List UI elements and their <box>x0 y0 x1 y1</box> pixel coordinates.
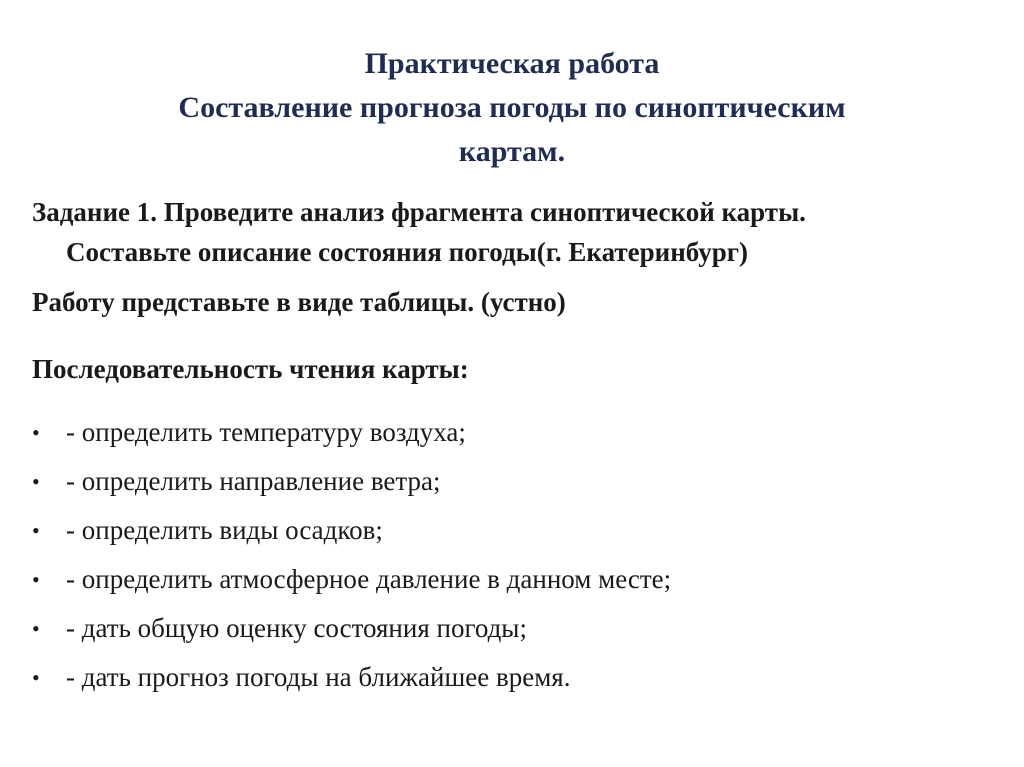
step-text: - дать общую оценку состояния погоды; <box>66 613 527 643</box>
task-line-1: Задание 1. Проведите анализ фрагмента синоптической карты. <box>32 197 806 227</box>
bullet-icon: • <box>32 616 40 641</box>
slide-title <box>40 42 984 174</box>
sequence-heading: Последовательность чтения карты: <box>32 354 469 384</box>
bullet-icon: • <box>32 469 40 494</box>
list-item <box>32 514 1002 547</box>
bullet-icon: • <box>32 665 40 690</box>
step-text: - определить виды осадков; <box>66 515 383 545</box>
steps-list <box>32 416 1002 694</box>
list-item <box>32 612 1002 645</box>
title-line-2: Составление прогноза погоды по синоптическим <box>178 91 846 124</box>
title-line-3: картам. <box>458 135 566 168</box>
title-line-1: Практическая работа <box>364 47 660 80</box>
bullet-icon: • <box>32 420 40 445</box>
list-item <box>32 563 1002 596</box>
step-text: - определить атмосферное давление в данном месте; <box>66 564 672 594</box>
task-line-2: Составьте описание состояния погоды(г. Екатеринбург) <box>66 237 749 267</box>
slide-body <box>32 192 1002 710</box>
list-item <box>32 661 1002 694</box>
step-text: - определить температуру воздуха; <box>66 417 466 447</box>
bullet-icon: • <box>32 518 40 543</box>
step-text: - дать прогноз погоды на ближайшее время. <box>66 662 571 692</box>
list-item <box>32 416 1002 449</box>
work-format-text: Работу представьте в виде таблицы. (устно) <box>32 287 566 317</box>
bullet-icon: • <box>32 567 40 592</box>
step-text: - определить направление ветра; <box>66 466 441 496</box>
list-item <box>32 465 1002 498</box>
